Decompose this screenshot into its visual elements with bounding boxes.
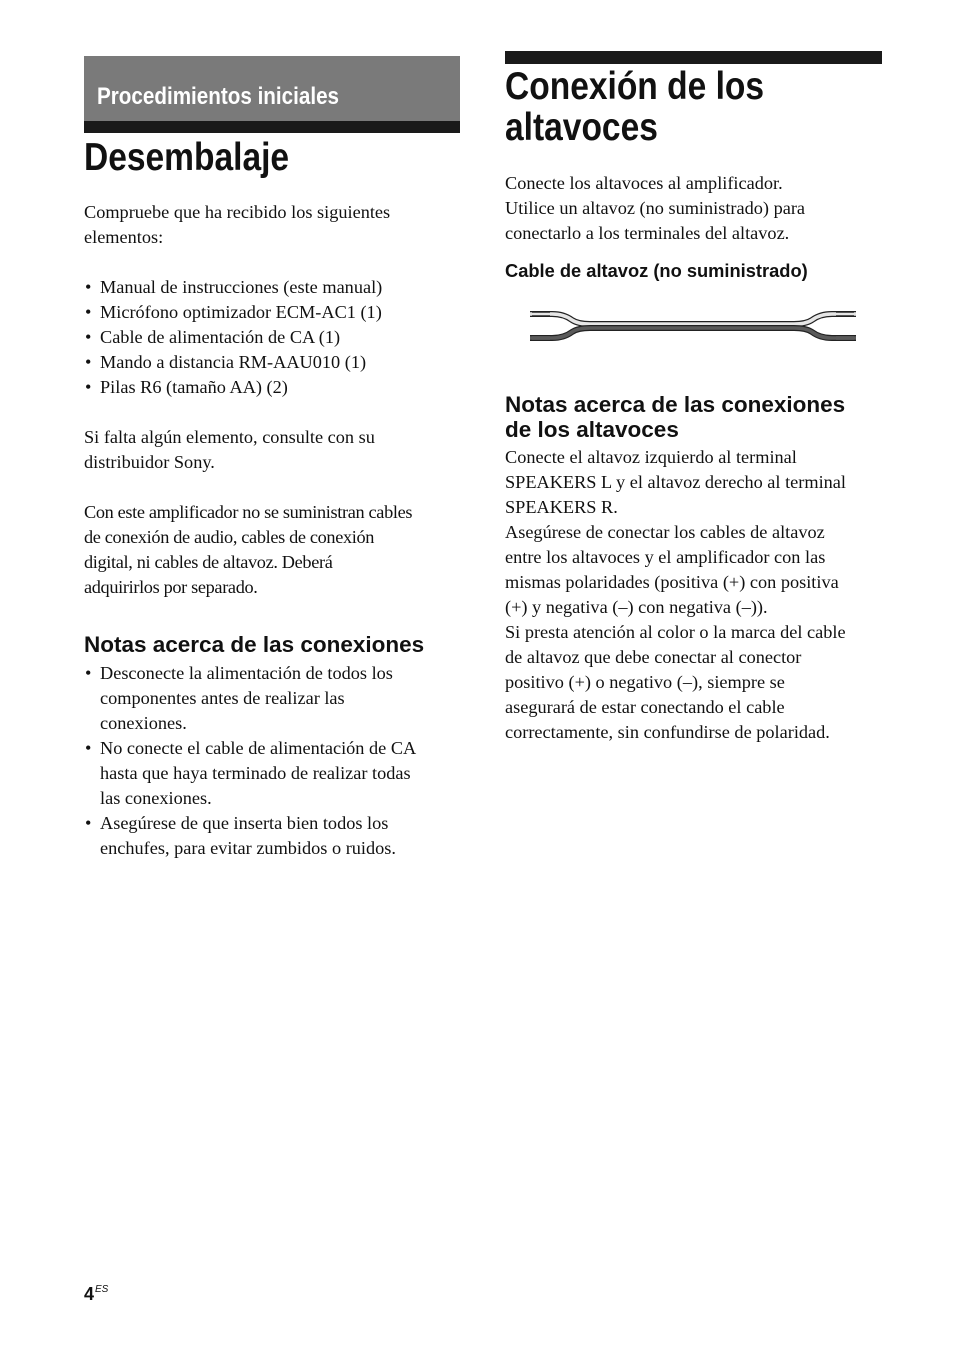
connection-notes-heading: Notas acerca de las conexiones: [84, 632, 425, 657]
list-item-line: componentes antes de realizar las: [100, 688, 345, 708]
speaker-cable-illustration: [530, 308, 860, 348]
paragraph-line: Utilice un altavoz (no suministrado) para: [505, 198, 806, 218]
intro-paragraph: [84, 200, 460, 250]
title-line: Conexión de los: [505, 65, 765, 108]
paragraph-line: SPEAKERS R.: [505, 497, 618, 517]
list-item: • Pilas R6 (tamaño AA) (2): [84, 375, 460, 400]
paragraph-line: Si presta atención al color o la marca del cable: [505, 622, 846, 642]
list-item: [84, 661, 464, 736]
paragraph-line: entre los altavoces y el amplificador con las: [505, 547, 826, 567]
list-item: [84, 736, 464, 811]
paragraph-line: correctamente, sin confundirse de polaridad.: [505, 722, 830, 742]
list-item: • Cable de alimentación de CA (1): [84, 325, 460, 350]
paragraph-line: digital, ni cables de altavoz. Deberá: [84, 552, 333, 572]
list-item: • Micrófono optimizador ECM-AC1 (1): [84, 300, 460, 325]
list-item-line: Desconecte la alimentación de todos los: [100, 663, 393, 683]
paragraph-line: SPEAKERS L y el altavoz derecho al terminal: [505, 472, 846, 492]
speaker-notes-paragraph: [505, 445, 885, 745]
paragraph-line: Conecte los altavoces al amplificador.: [505, 173, 783, 193]
language-code: ES: [95, 1284, 109, 1295]
intro-line: Compruebe que ha recibido los siguientes: [84, 202, 391, 222]
list-item-line: Asegúrese de que inserta bien todos los: [100, 813, 389, 833]
page-number: [84, 1284, 108, 1305]
paragraph-line: Con este amplificador no se suministran cables: [84, 502, 413, 522]
list-item: [84, 811, 464, 861]
paragraph-line: de conexión de audio, cables de conexión: [84, 527, 375, 547]
paragraph-line: distribuidor Sony.: [84, 452, 215, 472]
list-item-line: hasta que haya terminado de realizar todas: [100, 763, 411, 783]
paragraph-line: asegurará de estar conectando el cable: [505, 697, 785, 717]
paragraph-line: de altavoz que debe conectar al conector: [505, 647, 802, 667]
paragraph-line: (+) y negativa (–) con negativa (–)).: [505, 597, 768, 617]
heading-line: de los altavoces: [505, 417, 679, 442]
contents-list: [84, 275, 460, 400]
paragraph-line: Conecte el altavoz izquierdo al terminal: [505, 447, 797, 467]
speaker-intro-paragraph: [505, 171, 882, 246]
paragraph-line: mismas polaridades (positiva (+) con positiva: [505, 572, 839, 592]
paragraph-line: Si falta algún elemento, consulte con su: [84, 427, 375, 447]
section-tab: [84, 56, 460, 121]
missing-items-paragraph: [84, 425, 460, 475]
connection-notes-list: [84, 661, 464, 861]
page-title-conexion: [505, 66, 764, 148]
paragraph-line: Asegúrese de conectar los cables de altavoz: [505, 522, 825, 542]
title-line: altavoces: [505, 106, 658, 149]
list-item: • Manual de instrucciones (este manual): [84, 275, 460, 300]
list-item-line: conexiones.: [100, 713, 187, 733]
section-divider-bar: [505, 51, 882, 64]
list-item-line: las conexiones.: [100, 788, 212, 808]
cables-note-paragraph: [84, 500, 464, 600]
heading-line: Notas acerca de las conexiones: [505, 392, 846, 417]
paragraph-line: conectarlo a los terminales del altavoz.: [505, 223, 790, 243]
section-divider-bar: [84, 121, 460, 133]
list-item-line: No conecte el cable de alimentación de CA: [100, 738, 417, 758]
section-tab-label: Procedimientos iniciales: [97, 83, 340, 110]
list-item: • Mando a distancia RM-AAU010 (1): [84, 350, 460, 375]
paragraph-line: adquirirlos por separado.: [84, 577, 258, 597]
speaker-notes-heading: [505, 392, 845, 442]
intro-line: elementos:: [84, 227, 164, 247]
page-title-desembalaje: Desembalaje: [84, 136, 290, 179]
paragraph-line: positivo (+) o negativo (–), siempre se: [505, 672, 785, 692]
page-number-value: 4: [84, 1284, 95, 1304]
list-item-line: enchufes, para evitar zumbidos o ruidos.: [100, 838, 396, 858]
cable-caption: Cable de altavoz (no suministrado): [505, 260, 808, 281]
